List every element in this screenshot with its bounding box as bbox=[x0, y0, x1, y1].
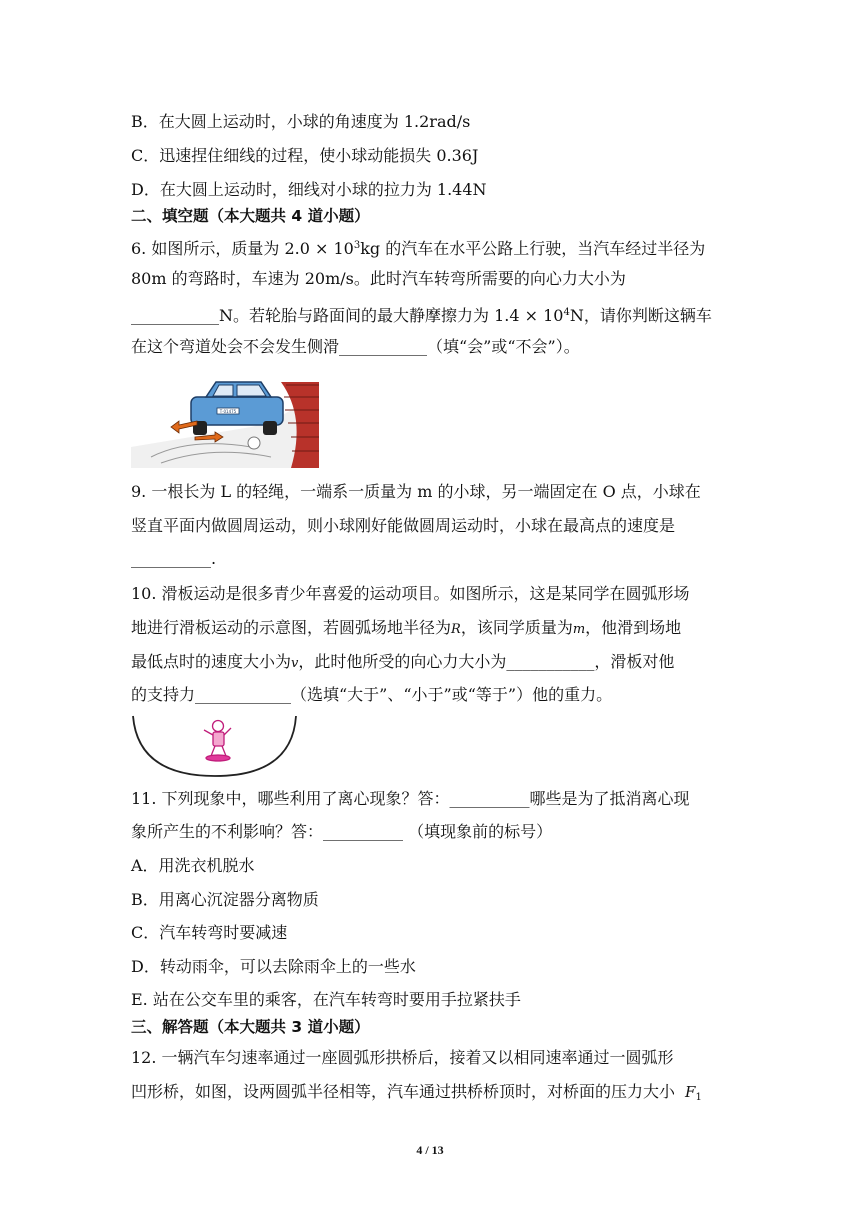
q5-option-d: D．在大圆上运动时，细线对小球的拉力为 1.44N bbox=[131, 180, 487, 199]
q9-line-3: __________. bbox=[131, 549, 217, 568]
skateboard-arc-figure bbox=[130, 712, 300, 778]
q5-option-c: C．迅速捏住细线的过程，使小球动能损失 0.36J bbox=[131, 146, 479, 165]
q10-line-4: 的支持力____________（选填“大于”、“小于”或“等于”）他的重力。 bbox=[131, 685, 613, 704]
q11-line-2: 象所产生的不利影响？答：__________ （填现象前的标号） bbox=[131, 822, 553, 841]
car-icon bbox=[191, 382, 283, 435]
q12-line-2: 凹形桥，如图，设两圆弧半径相等，汽车通过拱桥桥顶时，对桥面的压力大小 F1 bbox=[131, 1082, 702, 1103]
q9-line-1: 9. 一根长为 L 的轻绳，一端系一质量为 m 的小球，另一端固定在 O 点，小球在 bbox=[131, 482, 701, 501]
car-turning-figure bbox=[131, 377, 321, 468]
q10-line-3: 最低点时的速度大小为v，此时他所受的向心力大小为___________，滑板对他 bbox=[131, 652, 675, 671]
q11-option-e: E. 站在公交车里的乘客，在汽车转弯时要用手拉紧扶手 bbox=[131, 990, 521, 1009]
section-fill-in-heading: 二、填空题（本大题共 4 道小题） bbox=[131, 207, 370, 225]
page-number: 4 / 13 bbox=[416, 1143, 444, 1157]
q11-option-b: B．用离心沉淀器分离物质 bbox=[131, 890, 319, 909]
q10-line-2: 地进行滑板运动的示意图，若圆弧场地半径为R，该同学质量为m，他滑到场地 bbox=[131, 618, 682, 637]
section-answer-heading: 三、解答题（本大题共 3 道小题） bbox=[131, 1018, 370, 1036]
q11-option-a: A．用洗衣机脱水 bbox=[131, 856, 255, 875]
svg-text:T·01475: T·01475 bbox=[219, 409, 237, 414]
q10-line-1: 10. 滑板运动是很多青少年喜爱的运动项目。如图所示，这是某同学在圆弧形场 bbox=[131, 584, 690, 603]
q6-line-1: 6. 如图所示，质量为 $2.0 \times 10^3kg$ 的汽车在水平公路上行驶，当汽车经过半径为 bbox=[131, 239, 706, 258]
skater-icon bbox=[204, 721, 231, 762]
q5-option-b: B．在大圆上运动时，小球的角速度为 1.2rad/s bbox=[131, 112, 471, 131]
q6-line-3: ___________N。若轮胎与路面间的最大静摩擦力为 $1.4 \times 10^4N$，请你判断这辆车 bbox=[131, 306, 712, 325]
q6-line-2: 80m 的弯路时，车速为 20m/s。此时汽车转弯所需要的向心力大小为 bbox=[131, 269, 626, 288]
q12-line-1: 12. 一辆汽车匀速率通过一座圆弧形拱桥后，接着又以相同速率通过一圆弧形 bbox=[131, 1048, 674, 1067]
q11-line-1: 11. 下列现象中，哪些利用了离心现象？答：__________哪些是为了抵消离心现 bbox=[131, 789, 690, 808]
q9-line-2: 竖直平面内做圆周运动，则小球刚好能做圆周运动时，小球在最高点的速度是 bbox=[131, 516, 676, 535]
q11-option-d: D．转动雨伞，可以去除雨伞上的一些水 bbox=[131, 957, 416, 976]
q11-option-c: C．汽车转弯时要减速 bbox=[131, 923, 288, 942]
q6-line-4: 在这个弯道处会不会发生侧滑___________（填“会”或“不会”）。 bbox=[131, 337, 580, 356]
